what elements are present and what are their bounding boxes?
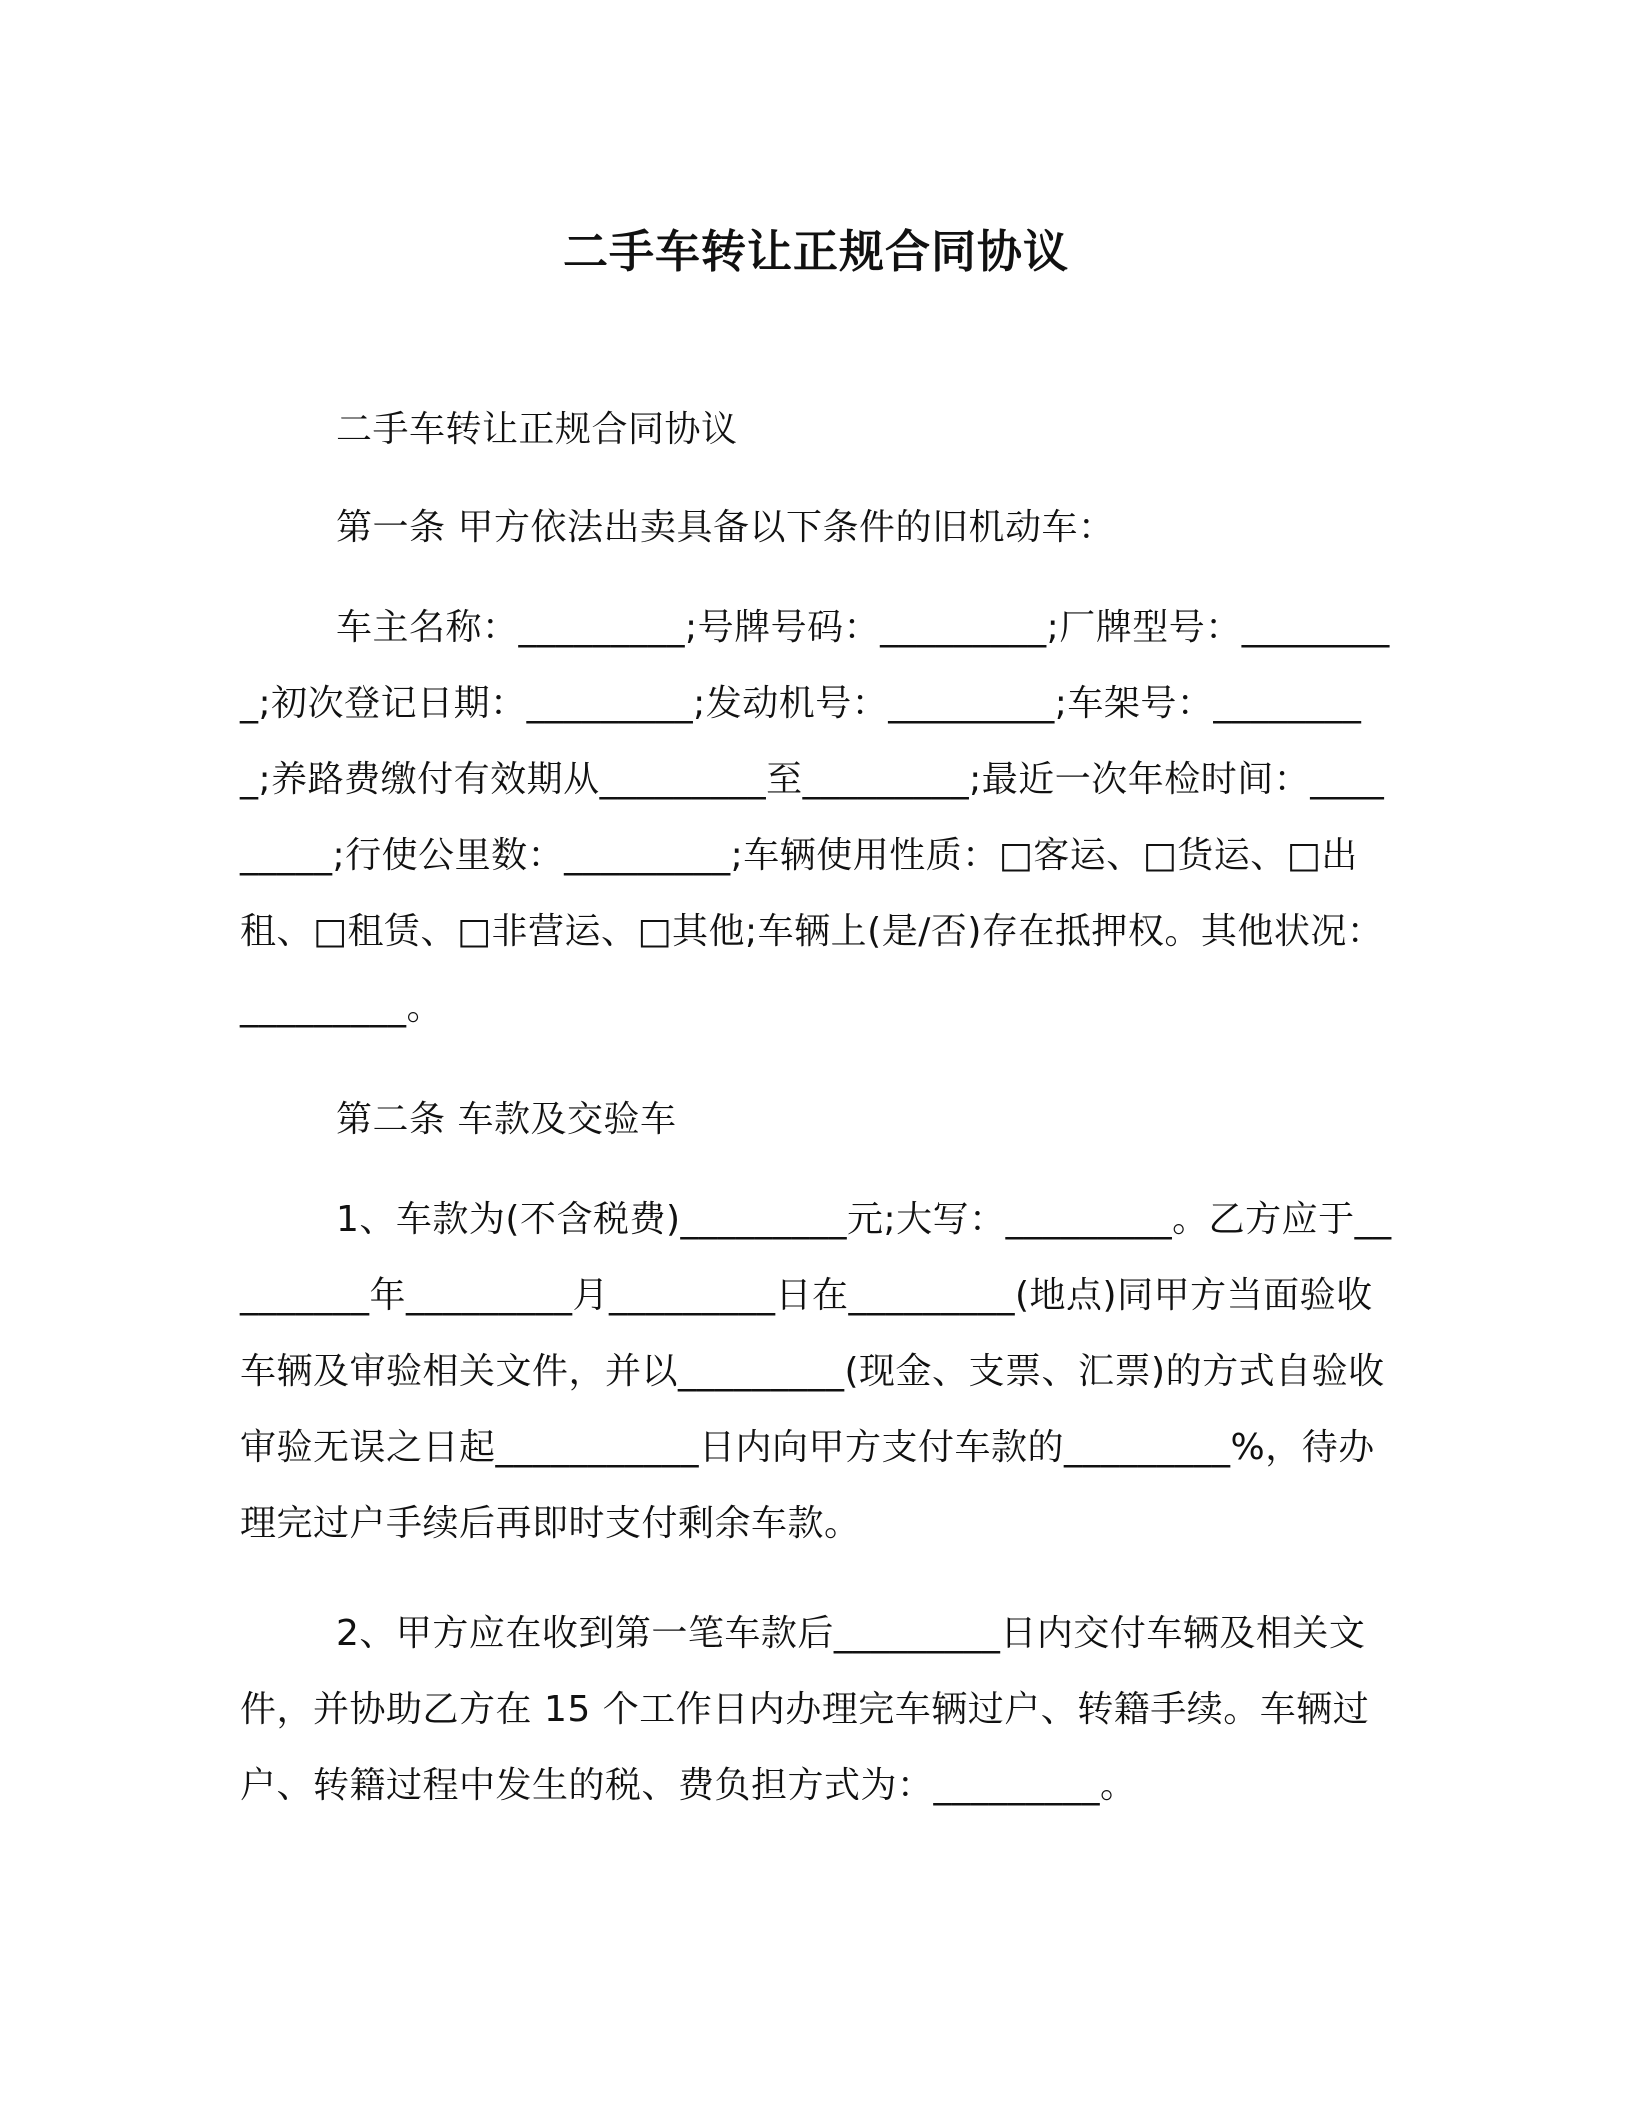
article2-item2: 2、甲方应在收到第一笔车款后_________日内交付车辆及相关文件，并协助乙方在 15 个工作日内办理完车辆过户、转籍手续。车辆过户、转籍过程中发生的税、费负担方式为：_________。: [240, 1613, 1370, 1806]
article2-heading: 第二条 车款及交验车: [336, 1099, 677, 1140]
article2-item2-block: [240, 1596, 1392, 1824]
article1-body-block: [240, 590, 1392, 1046]
article1-body: 车主名称：_________;号牌号码：_________;厂牌型号：_________;初次登记日期：_________;发动机号：_________;车架号：_________;养路费缴付有效期从_________至_________;最近一次年检时间：_________;行使公里数：_________;车辆使用性质：□客运、□货运、□出租、□租赁、□非营运、□其他;车辆上(是/否)存在抵押权。其他状况：_________。: [240, 607, 1390, 1028]
article1-heading: 第一条 甲方依法出卖具备以下条件的旧机动车：: [336, 507, 1115, 548]
subtitle-block: [240, 392, 1392, 468]
article2-item1-block: [240, 1182, 1392, 1562]
document-title: 二手车转让正规合同协议: [562, 225, 1069, 278]
article2-heading-block: [240, 1082, 1392, 1158]
document-subtitle: 二手车转让正规合同协议: [336, 409, 738, 450]
article1-heading-block: [240, 490, 1392, 566]
article2-item1: 1、车款为(不含税费)_________元;大写：_________。乙方应于_________年_________月_________日在_________(地点)同甲方当面验收车辆及审验相关文件，并以_________(现金、支票、汇票)的方式自验收审验无误之日起___________日内向甲方支付车款的_________%，待办理完过户手续后再即时支付剩余车款。: [240, 1199, 1392, 1544]
